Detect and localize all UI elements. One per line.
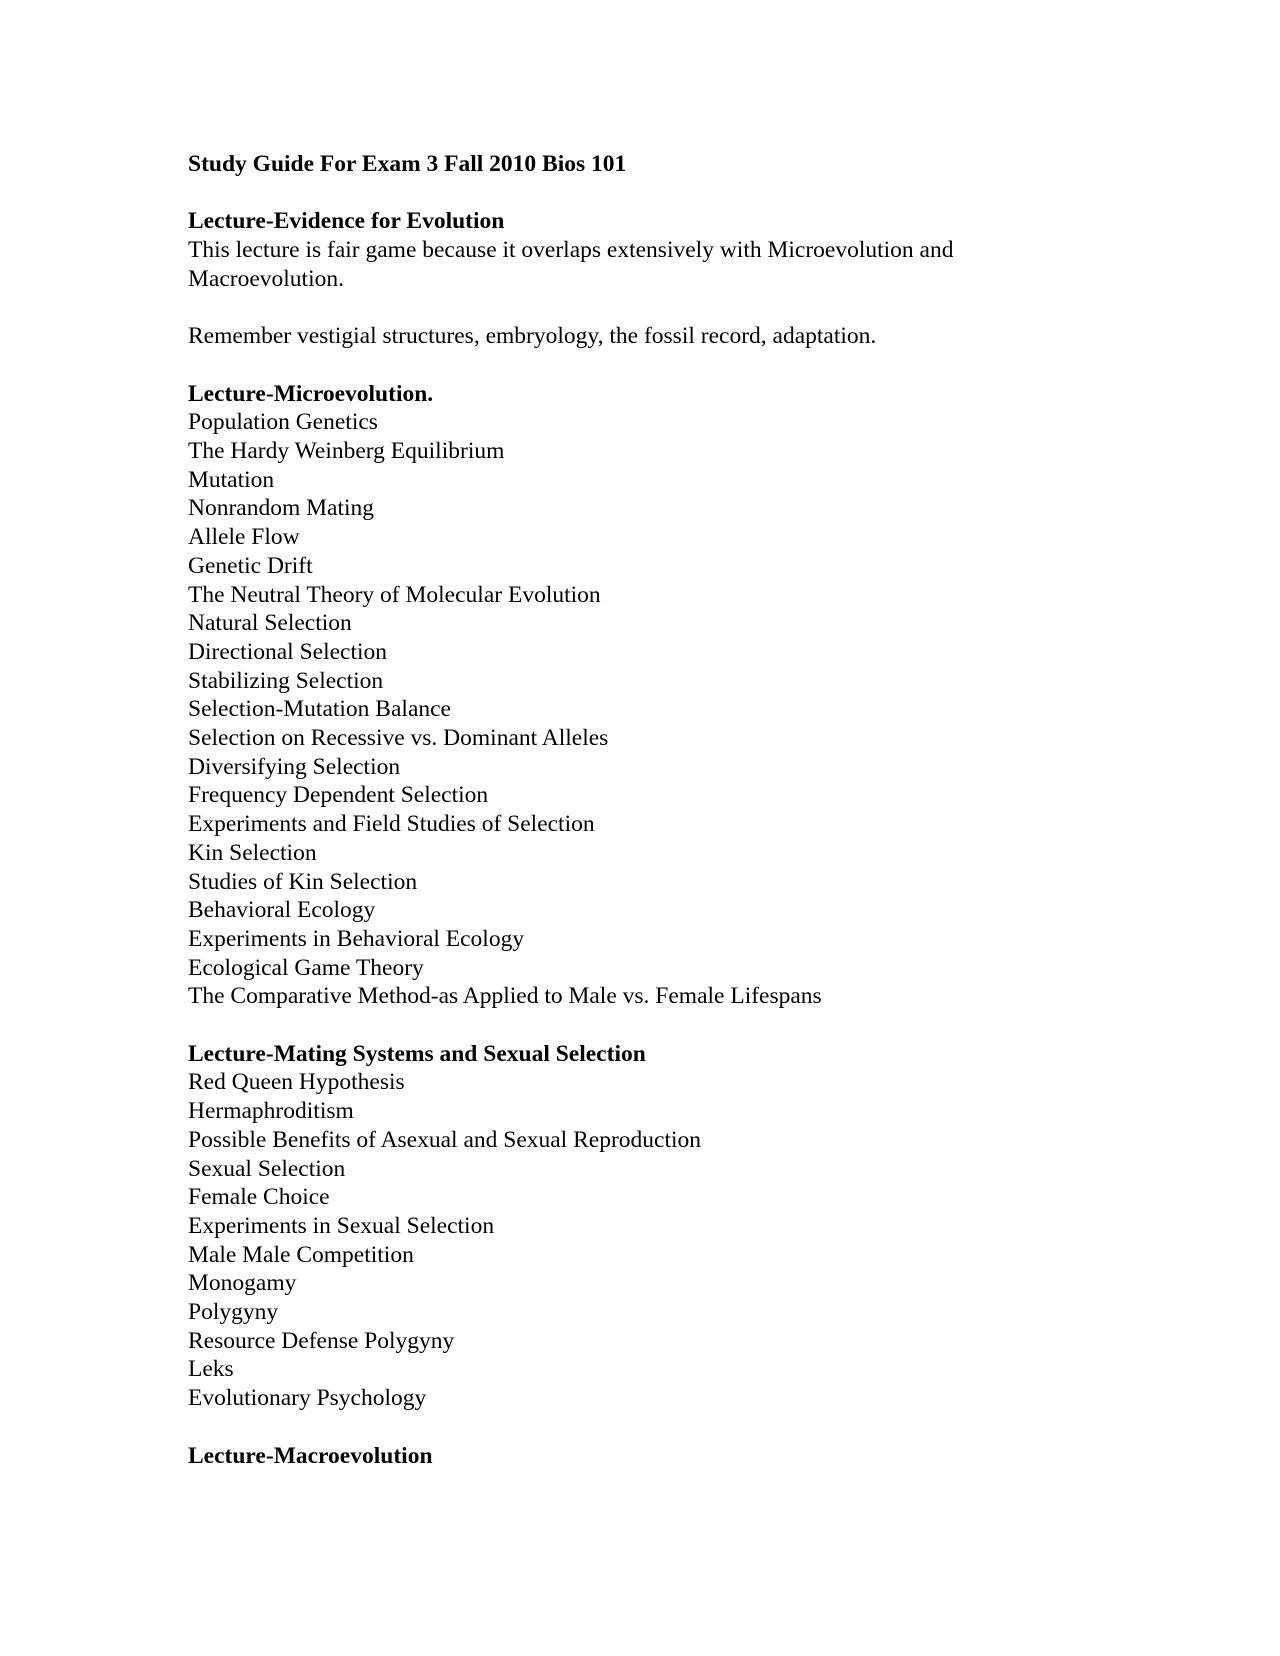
list-item: Polygyny — [188, 1299, 279, 1326]
list-item: Experiments in Behavioral Ecology — [188, 925, 525, 952]
list-item: Possible Benefits of Asexual and Sexual Reproduction — [188, 1126, 702, 1153]
paragraph-line: This lecture is fair game because it overlaps extensively with Microevolution and — [188, 237, 954, 264]
spacer — [188, 179, 1188, 208]
list-item: Ecological Game Theory — [188, 954, 424, 981]
list-item: Leks — [188, 1356, 234, 1383]
list-item: Kin Selection — [188, 839, 317, 866]
list-item: Genetic Drift — [188, 552, 313, 579]
list-item: Monogamy — [188, 1270, 297, 1297]
document-title: Study Guide For Exam 3 Fall 2010 Bios 101 — [188, 151, 627, 177]
spacer — [188, 351, 1188, 380]
paragraph-line: Macroevolution. — [188, 265, 344, 292]
section-heading: Lecture-Evidence for Evolution — [188, 208, 505, 235]
spacer — [188, 1011, 1188, 1040]
list-item: Selection-Mutation Balance — [188, 696, 451, 723]
list-item: Sexual Selection — [188, 1155, 346, 1182]
list-item: Experiments in Sexual Selection — [188, 1212, 495, 1239]
section-evidence-for-evolution — [188, 207, 1188, 351]
section-heading: Lecture-Macroevolution — [188, 1442, 433, 1469]
list-item: Female Choice — [188, 1184, 330, 1211]
list-item: Natural Selection — [188, 610, 352, 637]
list-item: The Comparative Method-as Applied to Male vs. Female Lifespans — [188, 983, 822, 1010]
list-item: Stabilizing Selection — [188, 667, 384, 694]
list-item: Nonrandom Mating — [188, 495, 375, 522]
list-item: The Hardy Weinberg Equilibrium — [188, 437, 505, 464]
document-body — [188, 150, 1188, 1470]
list-item: Allele Flow — [188, 524, 300, 551]
list-item: Frequency Dependent Selection — [188, 782, 489, 809]
list-item: Behavioral Ecology — [188, 897, 376, 924]
spacer — [188, 294, 1188, 323]
note-line: Remember vestigial structures, embryology, the fossil record, adaptation. — [188, 323, 877, 350]
list-item: The Neutral Theory of Molecular Evolution — [188, 581, 601, 608]
list-item: Directional Selection — [188, 638, 388, 665]
section-microevolution — [188, 380, 1188, 1011]
section-heading: Lecture-Microevolution. — [188, 380, 434, 407]
section-macroevolution — [188, 1442, 1188, 1471]
spacer — [188, 1413, 1188, 1442]
list-item: Population Genetics — [188, 409, 378, 436]
list-item: Hermaphroditism — [188, 1098, 354, 1125]
list-item: Selection on Recessive vs. Dominant Alleles — [188, 725, 609, 752]
list-item: Diversifying Selection — [188, 753, 401, 780]
section-heading: Lecture-Mating Systems and Sexual Selection — [188, 1040, 646, 1067]
list-item: Studies of Kin Selection — [188, 868, 418, 895]
list-item: Red Queen Hypothesis — [188, 1069, 405, 1096]
list-item: Evolutionary Psychology — [188, 1385, 427, 1412]
section-mating-systems — [188, 1040, 1188, 1413]
list-item: Experiments and Field Studies of Selection — [188, 811, 595, 838]
list-item: Male Male Competition — [188, 1241, 414, 1268]
list-item: Resource Defense Polygyny — [188, 1327, 455, 1354]
list-item: Mutation — [188, 466, 275, 493]
